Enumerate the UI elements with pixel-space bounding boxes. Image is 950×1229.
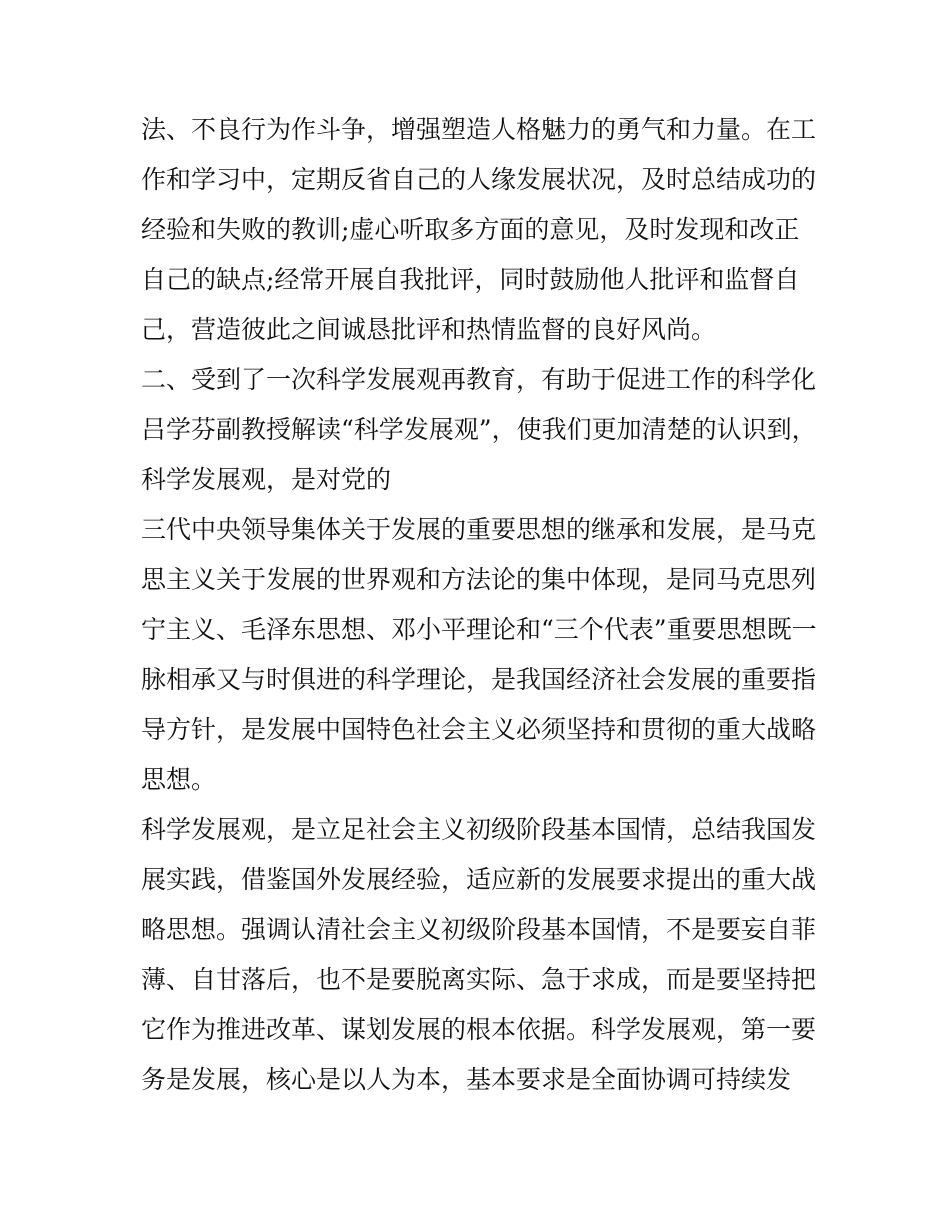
text-line: 吕学芬副教授解读“科学发展观”，使我们更加清楚的认识到， <box>141 415 817 444</box>
body-text <box>141 105 821 1105</box>
section-heading-line: 二、受到了一次科学发展观再教育，有助于促进工作的科学化 <box>141 365 817 394</box>
text-line: 作和学习中，定期反省自己的人缘发展状况，及时总结成功的 <box>141 165 817 194</box>
text-line: 薄、自甘落后，也不是要脱离实际、急于求成，而是要坚持把 <box>141 965 817 994</box>
text-line: 宁主义、毛泽东思想、邓小平理论和“三个代表”重要思想既一 <box>141 615 817 644</box>
text-line: 思主义关于发展的世界观和方法论的集中体现，是同马克思列 <box>141 565 817 594</box>
text-line: 经验和失败的教训;虚心听取多方面的意见，及时发现和改正 <box>141 215 800 244</box>
text-line: 科学发展观，是立足社会主义初级阶段基本国情，总结我国发 <box>141 815 817 844</box>
text-line: 三代中央领导集体关于发展的重要思想的继承和发展，是马克 <box>141 515 817 544</box>
text-line: 法、不良行为作斗争，增强塑造人格魅力的勇气和力量。在工 <box>141 115 817 144</box>
text-line: 科学发展观，是对党的 <box>141 465 392 494</box>
text-line: 务是发展，核心是以人为本，基本要求是全面协调可持续发 <box>141 1065 792 1094</box>
text-line: 略思想。强调认清社会主义初级阶段基本国情，不是要妄自菲 <box>141 915 817 944</box>
text-line: 展实践，借鉴国外发展经验，适应新的发展要求提出的重大战 <box>141 865 817 894</box>
text-line: 它作为推进改革、谋划发展的根本依据。科学发展观，第一要 <box>141 1015 817 1044</box>
text-line: 自己的缺点;经常开展自我批评，同时鼓励他人批评和监督自 <box>141 265 800 294</box>
text-line: 导方针，是发展中国特色社会主义必须坚持和贯彻的重大战略 <box>141 715 817 744</box>
text-line: 思想。 <box>141 765 217 794</box>
text-line: 脉相承又与时俱进的科学理论，是我国经济社会发展的重要指 <box>141 665 817 694</box>
text-line: 己，营造彼此之间诚恳批评和热情监督的良好风尚。 <box>141 315 717 344</box>
